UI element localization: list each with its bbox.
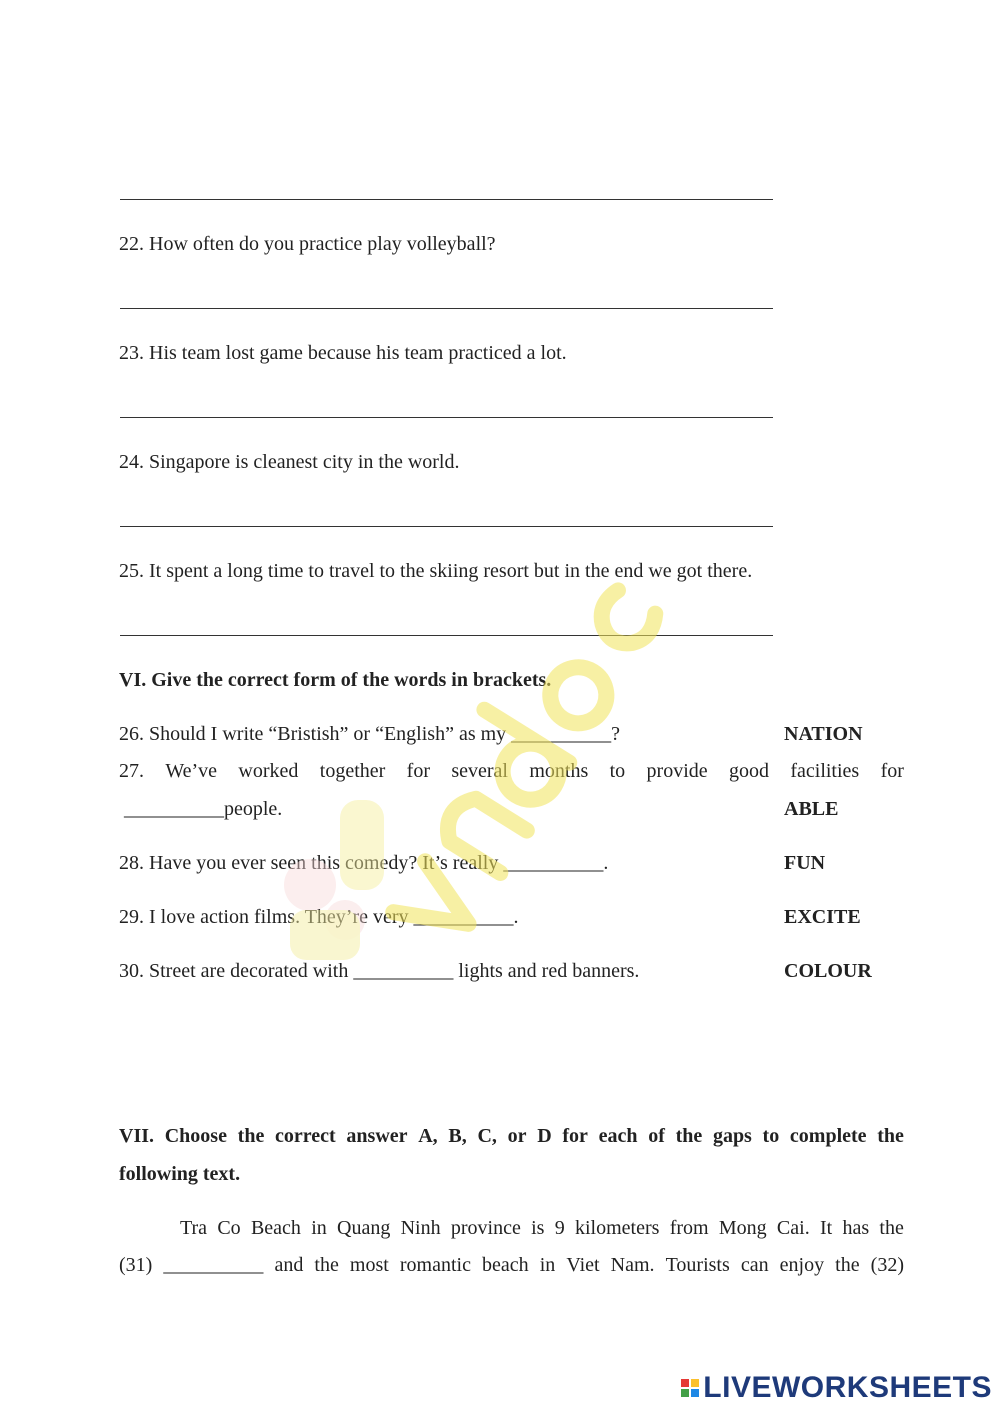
p-word: 9 [554,1217,565,1239]
question-23: 23. His team lost game because his team practiced a lot. [119,342,567,364]
h7-word: answer [346,1125,408,1147]
question-25: 25. It spent a long time to travel to the skiing resort but in the end we got there. [119,560,753,582]
q27-word: months [529,760,589,782]
q27-word: for [406,760,430,782]
h7-word: correct [275,1125,336,1147]
p-word: beach [482,1254,529,1276]
h7-word: gaps [712,1125,752,1147]
p-word: and [274,1254,304,1276]
p-word: romantic [399,1254,471,1276]
question-27-line1 [119,759,904,783]
h7-word: Choose [164,1125,227,1147]
section-vi-heading: VI. Give the correct form of the words in brackets. [119,669,552,691]
square-yellow-icon [691,1379,699,1387]
p-word: Tra [180,1217,208,1239]
p-word: most [349,1254,389,1276]
h7-word: or [507,1125,527,1147]
section-vii-heading-line2: following text. [119,1163,241,1185]
square-green-icon [681,1389,689,1397]
word-28: FUN [784,852,826,874]
h7-word: D [537,1125,552,1147]
p-word: Ninh [400,1217,441,1239]
p-word: in [311,1217,327,1239]
p-word: Beach [250,1217,301,1239]
square-blue-icon [691,1389,699,1397]
p-word: kilometers [575,1217,660,1239]
question-22: 22. How often do you practice play volleyball? [119,233,496,255]
p-word: Nam. [610,1254,655,1276]
p-word: Co [217,1217,241,1239]
p-word: province [450,1217,521,1239]
p-word: (31) [119,1254,153,1276]
word-29: EXCITE [784,906,861,928]
p-word: the [879,1217,904,1239]
h7-word: for [562,1125,588,1147]
p-word: Viet [566,1254,600,1276]
p-word: Quang [337,1217,391,1239]
h7-word: C, [477,1125,497,1147]
word-27: ABLE [784,798,839,820]
p-word: can [740,1254,769,1276]
q27-word: provide [646,760,708,782]
answer-line-21[interactable] [120,199,773,200]
p-word: __________ [163,1254,264,1276]
p-word: Tourists [665,1254,730,1276]
q27-word: 27. [119,760,144,782]
p-word: has [842,1217,870,1239]
h7-word: complete [789,1125,867,1147]
p-word: the [314,1254,339,1276]
word-30: COLOUR [784,960,872,982]
p-word: enjoy [779,1254,825,1276]
q27-word: for [880,760,904,782]
q27-word: worked [238,760,299,782]
p-word: It [819,1217,833,1239]
word-26: NATION [784,723,863,745]
liveworksheets-squares-icon [681,1379,699,1397]
question-29: 29. I love action films. They’re very __________. [119,906,519,928]
p-word: from [669,1217,709,1239]
q27-word: several [451,760,508,782]
liveworksheets-logo[interactable] [681,1371,992,1405]
question-24: 24. Singapore is cleanest city in the world. [119,451,460,473]
answer-line-24[interactable] [120,526,773,527]
h7-word: to [762,1125,780,1147]
q27-word: facilities [790,760,860,782]
h7-word: the [237,1125,265,1147]
p-word: the [835,1254,860,1276]
h7-word: A, [418,1125,438,1147]
p-word: is [531,1217,545,1239]
square-red-icon [681,1379,689,1387]
question-28: 28. Have you ever seen this comedy? It’s really __________. [119,852,609,874]
liveworksheets-brand: LIVEWORKSHEETS [703,1371,992,1404]
h7-word: each [598,1125,638,1147]
passage-line1 [180,1216,904,1240]
question-26: 26. Should I write “Bristish” or “English” as my __________? [119,723,621,745]
question-30: 30. Street are decorated with __________ lights and red banners. [119,960,640,982]
question-27-line2: __________people. [119,798,283,820]
answer-line-23[interactable] [120,417,773,418]
passage-line2 [119,1253,904,1277]
h7-word: the [675,1125,703,1147]
p-word: in [539,1254,556,1276]
answer-line-25[interactable] [120,635,773,636]
q27-word: We’ve [165,760,218,782]
answer-line-22[interactable] [120,308,773,309]
h7-word: VII. [119,1125,155,1147]
h7-word: of [648,1125,665,1147]
q27-word: to [609,760,626,782]
p-word: Mong [718,1217,767,1239]
p-word: Cai. [776,1217,810,1239]
section-vii-heading-line1 [119,1124,904,1148]
h7-word: the [877,1125,904,1147]
q27-word: good [728,760,769,782]
q27-word: together [319,760,386,782]
p-word: (32) [870,1254,904,1276]
h7-word: B, [448,1125,467,1147]
